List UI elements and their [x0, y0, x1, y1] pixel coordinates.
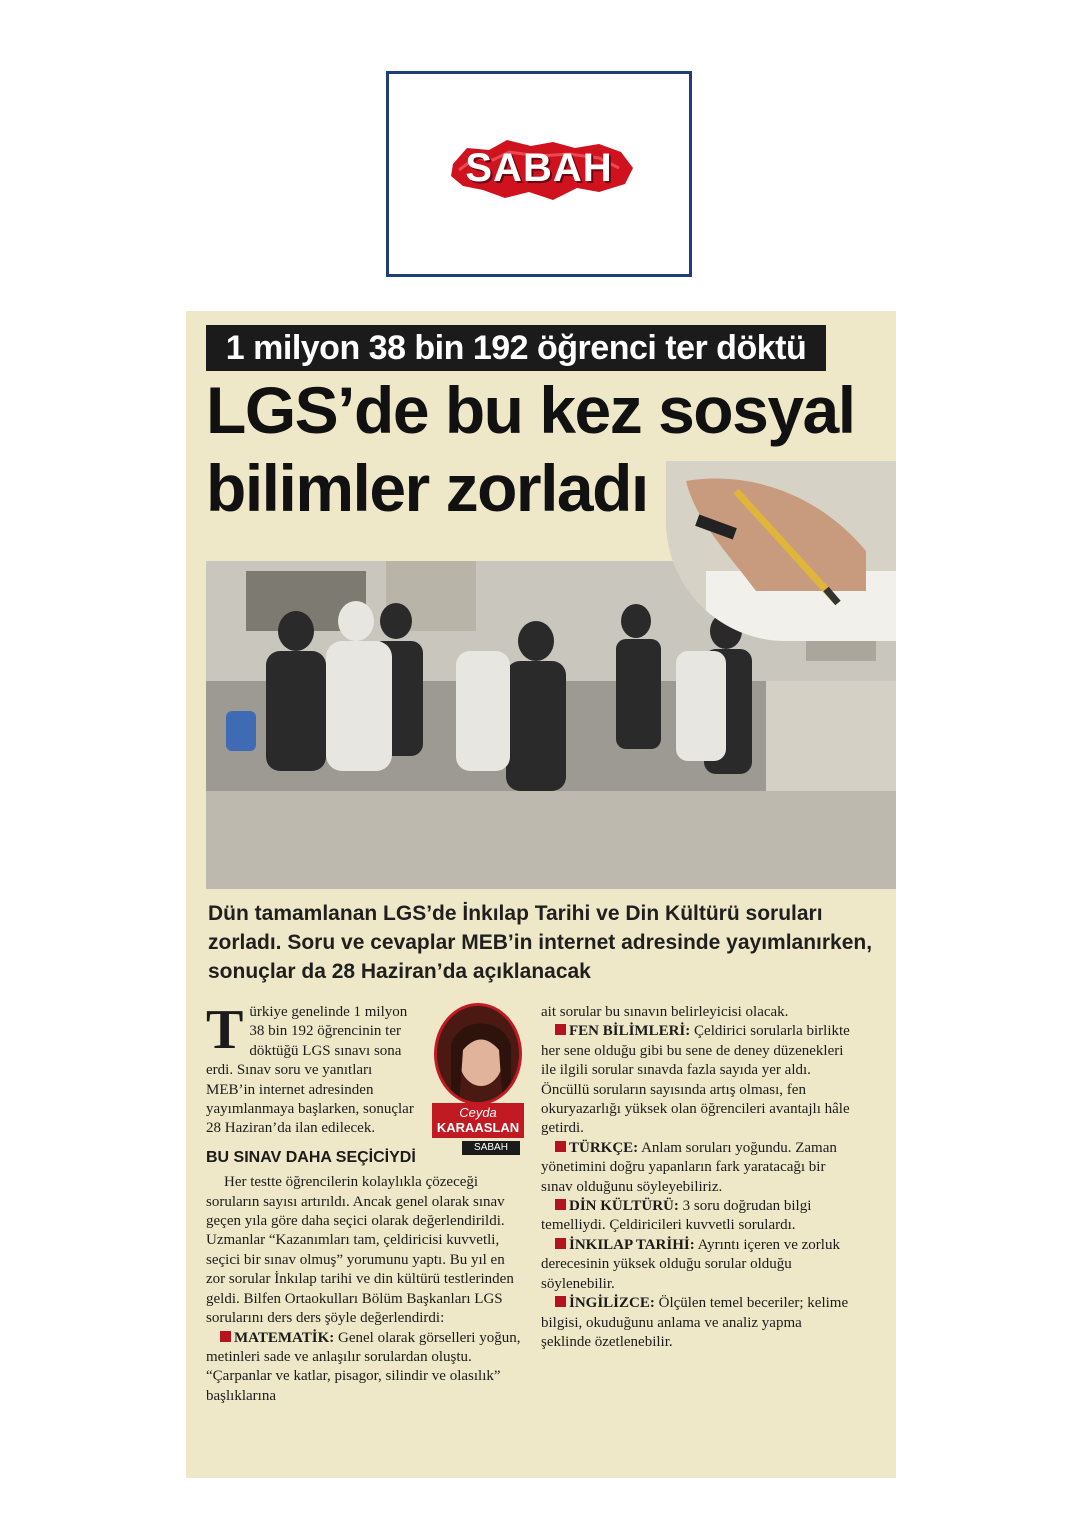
- section-text: Ayrıntı içeren ve zorluk derecesinin yüksek olduğu sorular olduğu söylenebilir.: [541, 1236, 840, 1292]
- section-text: Genel olarak görselleri yoğun, metinleri sade ve anlaşılır sorulardan oluştu. “Çarpanlar ve katlar, pisagor, silindir ve olasılık” başlıklarına: [206, 1329, 521, 1404]
- logo-frame: [386, 71, 692, 277]
- section-label: FEN BİLİMLERİ:: [569, 1023, 691, 1040]
- section-text: Çeldirici sorularla birlikte her sene olduğu gibi bu sene de deney düzenekleri ile ilgili sorular sınavda fazla sayıda yer aldı. Öncüllü soruların sayısında artış olması, fen okuryazarlığı yüksek olan öğrencileri avantajlı hâle getirdi.: [541, 1023, 850, 1137]
- bullet-square-icon: [555, 1024, 566, 1035]
- section-label: İNGİLİZCE:: [569, 1295, 655, 1312]
- logo-text: SABAH: [465, 146, 613, 190]
- section-din: [541, 1197, 853, 1236]
- bullet-square-icon: [555, 1199, 566, 1210]
- section-inkilap: [541, 1236, 853, 1294]
- newspaper-clipping: [186, 311, 896, 1478]
- body-paragraph-1: Her testte öğrencilerin kolaylıkla çözeceği soruların sayısı artırıldı. Ancak genel olarak sınav geçen yıla göre daha seçici olarak değerlendirildi. Uzmanlar “Kazanımları tam, çeldiricisi kuvvetli, seçici bir sınav olmuş” yorumunu yaptı. Bu yıl en zor sorular İnkılap tarihi ve din kültürü testlerinden geldi. Bilfen Ortaokulları Bölüm Başkanları LGS sorularını ders ders şöyle değerlendirdi:: [206, 1174, 514, 1327]
- section-matematik: [206, 1329, 524, 1407]
- bullet-square-icon: [220, 1331, 231, 1342]
- section-text: Ölçülen temel beceriler; kelime bilgisi, okuduğunu anlama ve analiz yapma şeklinde özetlenebilir.: [541, 1295, 849, 1350]
- author-portrait-image: [437, 1006, 522, 1105]
- section-matematik-continued: ait sorular bu sınavın belirleyicisi olacak.: [541, 1004, 789, 1020]
- section-ingilizce: [541, 1294, 853, 1352]
- bullet-square-icon: [555, 1238, 566, 1249]
- section-label: MATEMATİK:: [234, 1329, 335, 1346]
- section-text: 3 soru doğrudan bilgi temelliydi. Çeldiricileri kuvvetli sorulardı.: [541, 1198, 812, 1234]
- lead-text: ürkiye genelinde 1 milyon 38 bin 192 öğrencinin ter döktüğü LGS sınavı sona erdi. Sınav soru ve yanıtları MEB’in internet adresinden yayımlanmaya başlarken, sonuçlar 28 Haziran’da ilan edilecek.: [206, 1004, 414, 1137]
- article-deck: Dün tamamlanan LGS’de İnkılap Tarihi ve Din Kültürü soruları zorladı. Soru ve cevaplar MEB’in internet adresinde yayımlanırken, sonuçlar da 28 Haziran’da açıklanacak: [208, 902, 873, 983]
- drop-cap: T: [206, 999, 244, 1061]
- author-avatar: [434, 1003, 522, 1105]
- author-paper: SABAH: [462, 1141, 520, 1155]
- article-column-1: [206, 999, 524, 1406]
- article-kicker: 1 milyon 38 bin 192 öğrenci ter döktü: [206, 325, 826, 371]
- section-label: İNKILAP TARİHİ:: [569, 1236, 695, 1253]
- author-byline: [432, 1003, 524, 1163]
- bullet-square-icon: [555, 1141, 566, 1152]
- section-text: Anlam soruları yoğundu. Zaman yönetimini doğru yapanların fark yaratacağı bir sınav olduğunu söyleyebiliriz.: [541, 1139, 837, 1195]
- bullet-square-icon: [555, 1296, 566, 1307]
- section-turkce: [541, 1139, 853, 1197]
- section-label: DİN KÜLTÜRÜ:: [569, 1198, 679, 1215]
- section-label: TÜRKÇE:: [569, 1139, 639, 1156]
- section-subhead: BU SINAV DAHA SEÇİCİYDİ: [206, 1148, 416, 1166]
- article-headline: LGS’de bu kez sosyal bilimler zorladı: [206, 373, 855, 525]
- article-column-2: [541, 1003, 853, 1352]
- author-last-name: KARAASLAN: [432, 1120, 524, 1138]
- section-fen: [541, 1022, 853, 1138]
- author-first-name: Ceyda: [432, 1103, 524, 1120]
